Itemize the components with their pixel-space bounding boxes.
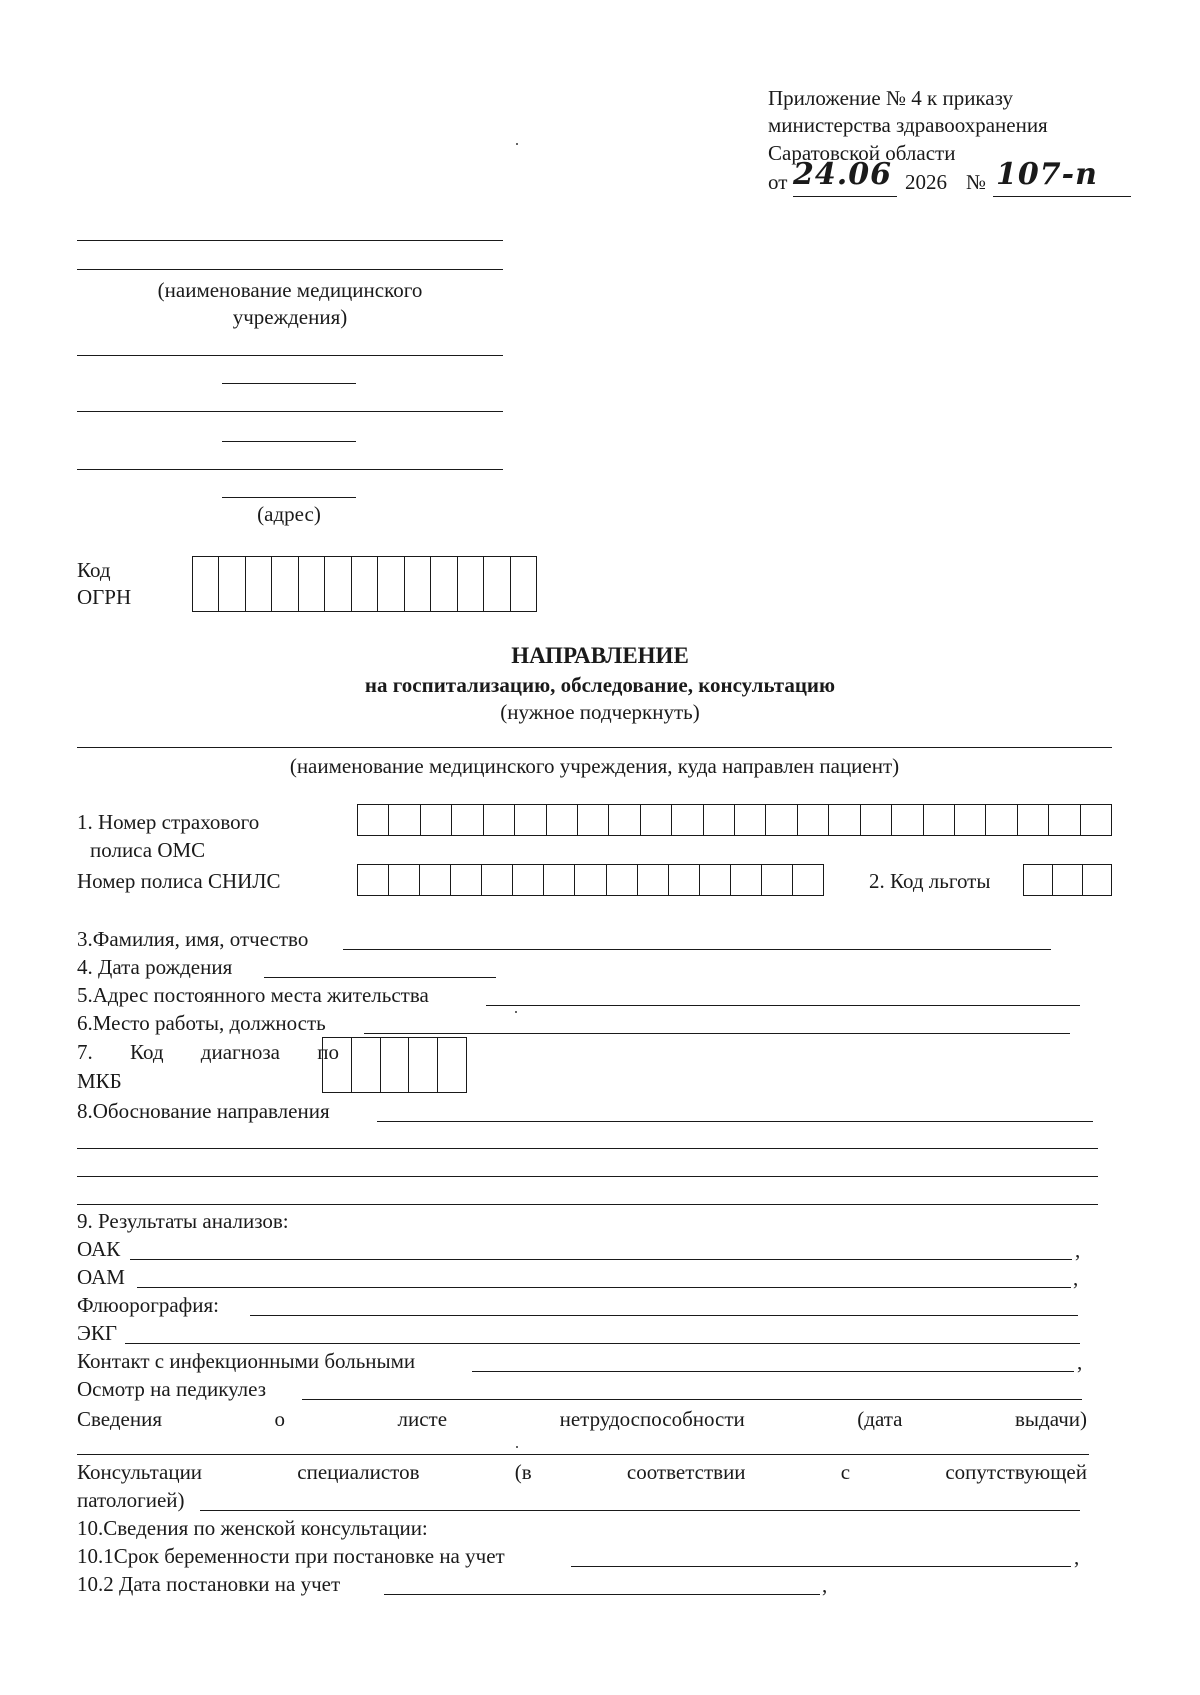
code-cell[interactable] <box>358 865 388 895</box>
address-line-3[interactable] <box>77 411 503 412</box>
code-cell[interactable] <box>703 805 734 835</box>
code-cell[interactable] <box>450 865 481 895</box>
code-cell[interactable] <box>420 805 451 835</box>
sick-leave-word: о <box>274 1407 285 1431</box>
code-cell[interactable] <box>358 805 388 835</box>
sick-leave-word: нетрудоспособности <box>559 1407 745 1431</box>
code-cell[interactable] <box>451 805 482 835</box>
registration-date-comma: , <box>822 1573 828 1597</box>
appendix-line-3: Саратовской области <box>768 141 956 165</box>
contact-label: Контакт с инфекционными больными <box>77 1349 416 1373</box>
code-cell[interactable] <box>380 1038 409 1092</box>
code-cell[interactable] <box>668 865 699 895</box>
code-cell[interactable] <box>792 865 823 895</box>
address-label: 5.Адрес постоянного места жительства <box>77 983 429 1007</box>
oms-policy-boxes[interactable] <box>357 804 1112 836</box>
address-field-line[interactable] <box>486 1005 1080 1006</box>
code-cell[interactable] <box>828 805 859 835</box>
womens-heading: 10.Сведения по женской консультации: <box>77 1516 428 1540</box>
ogrn-label-2: ОГРН <box>77 585 132 609</box>
appendix-number-line <box>993 196 1131 197</box>
code-cell[interactable] <box>351 557 377 611</box>
code-cell[interactable] <box>761 865 792 895</box>
code-cell[interactable] <box>483 805 514 835</box>
code-cell[interactable] <box>640 805 671 835</box>
lice-line[interactable] <box>302 1399 1082 1400</box>
code-cell[interactable] <box>608 805 639 835</box>
contact-comma: , <box>1077 1350 1083 1374</box>
code-cell[interactable] <box>577 805 608 835</box>
code-cell[interactable] <box>574 865 605 895</box>
code-cell[interactable] <box>457 557 483 611</box>
icd-label-word: 7. <box>77 1040 93 1064</box>
consult-word: специалистов <box>297 1460 420 1484</box>
consult-line[interactable] <box>200 1510 1080 1511</box>
code-cell[interactable] <box>1082 865 1111 895</box>
code-cell[interactable] <box>404 557 430 611</box>
sick-leave-line[interactable] <box>77 1454 1089 1455</box>
justification-line-3[interactable] <box>77 1176 1098 1177</box>
icd-code-boxes[interactable] <box>322 1037 467 1093</box>
ekg-line[interactable] <box>125 1343 1080 1344</box>
birth-date-label: 4. Дата рождения <box>77 955 233 979</box>
institution-caption-1: (наименование медицинского <box>157 278 423 302</box>
address-caption: (адрес) <box>257 502 321 526</box>
sick-leave-word: выдачи) <box>1015 1407 1087 1431</box>
code-cell[interactable] <box>323 1038 351 1092</box>
pregnancy-term-label: 10.1Срок беременности при постановке на учет <box>77 1544 505 1568</box>
oak-label: ОАК <box>77 1237 121 1261</box>
code-cell[interactable] <box>512 865 543 895</box>
oam-comma: , <box>1073 1266 1079 1290</box>
snils-boxes[interactable] <box>357 864 824 896</box>
code-cell[interactable] <box>481 865 512 895</box>
appendix-line-1: Приложение № 4 к приказу <box>768 86 1013 110</box>
code-cell[interactable] <box>298 557 324 611</box>
pregnancy-term-comma: , <box>1074 1545 1080 1569</box>
code-cell[interactable] <box>351 1038 380 1092</box>
consult-label-2: патологией) <box>77 1488 185 1512</box>
code-cell[interactable] <box>546 805 577 835</box>
consult-row <box>77 1462 1087 1483</box>
code-cell[interactable] <box>377 557 403 611</box>
appendix-date-line <box>793 196 897 197</box>
icd-label-row <box>77 1042 339 1063</box>
registration-date-label: 10.2 Дата постановки на учет <box>77 1572 341 1596</box>
icd-label-word: диагноза <box>200 1040 280 1064</box>
code-cell[interactable] <box>734 805 765 835</box>
code-cell[interactable] <box>271 557 297 611</box>
results-heading: 9. Результаты анализов: <box>77 1209 289 1233</box>
code-cell[interactable] <box>671 805 702 835</box>
code-cell[interactable] <box>637 865 668 895</box>
workplace-line[interactable] <box>364 1033 1070 1034</box>
institution-caption-2: учреждения) <box>232 305 348 329</box>
document-title: НАПРАВЛЕНИЕ <box>511 643 689 668</box>
benefit-code-label: 2. Код льготы <box>869 869 991 893</box>
fluoro-line[interactable] <box>250 1315 1078 1316</box>
document-note: (нужное подчеркнуть) <box>500 700 700 724</box>
lice-label: Осмотр на педикулез <box>77 1377 267 1401</box>
code-cell[interactable] <box>218 557 244 611</box>
sick-leave-word: Сведения <box>77 1407 162 1431</box>
icd-label-word: Код <box>129 1040 164 1064</box>
address-line-1[interactable] <box>77 355 503 356</box>
justification-line-2[interactable] <box>77 1148 1098 1149</box>
address-line-4[interactable] <box>222 441 356 442</box>
sick-leave-word: листе <box>397 1407 448 1431</box>
code-cell[interactable] <box>860 805 891 835</box>
oak-line[interactable] <box>130 1259 1072 1260</box>
scan-speck <box>516 143 518 145</box>
sick-leave-row <box>77 1409 1087 1430</box>
ogrn-label-1: Код <box>77 558 111 582</box>
code-cell[interactable] <box>437 1038 466 1092</box>
oak-comma: , <box>1075 1238 1081 1262</box>
ekg-label: ЭКГ <box>77 1321 118 1345</box>
scan-speck <box>516 1446 518 1448</box>
benefit-code-boxes[interactable] <box>1023 864 1112 896</box>
oms-label-2: полиса ОМС <box>90 838 206 862</box>
code-cell[interactable] <box>1048 805 1079 835</box>
address-line-5[interactable] <box>77 469 503 470</box>
ogrn-code-boxes[interactable] <box>192 556 537 612</box>
code-cell[interactable] <box>797 805 828 835</box>
appendix-number-handwritten: 107-п <box>996 157 1098 192</box>
destination-line[interactable] <box>77 747 1112 748</box>
appendix-number-label: № <box>966 170 987 194</box>
workplace-label: 6.Место работы, должность <box>77 1011 326 1035</box>
code-cell[interactable] <box>1017 805 1048 835</box>
code-cell[interactable] <box>193 557 218 611</box>
contact-line[interactable] <box>472 1371 1074 1372</box>
code-cell[interactable] <box>419 865 450 895</box>
appendix-line-2: министерства здравоохранения <box>768 113 1048 137</box>
appendix-from-label: от <box>768 170 788 194</box>
registration-date-line[interactable] <box>384 1594 820 1595</box>
code-cell[interactable] <box>1052 865 1081 895</box>
code-cell[interactable] <box>543 865 574 895</box>
oms-label-1: 1. Номер страхового <box>77 810 260 834</box>
code-cell[interactable] <box>483 557 509 611</box>
appendix-date-handwritten: 24.06 <box>793 157 892 192</box>
consult-word: сопутствующей <box>945 1460 1087 1484</box>
birth-date-line[interactable] <box>264 977 496 978</box>
document-subtitle: на госпитализацию, обследование, консультацию <box>364 673 836 697</box>
icd-label-2: МКБ <box>77 1069 122 1093</box>
code-cell[interactable] <box>954 805 985 835</box>
full-name-line[interactable] <box>343 949 1051 950</box>
code-cell[interactable] <box>408 1038 437 1092</box>
code-cell[interactable] <box>510 557 536 611</box>
sick-leave-word: (дата <box>857 1407 903 1431</box>
oam-label: ОАМ <box>77 1265 125 1289</box>
snils-label: Номер полиса СНИЛС <box>77 869 281 893</box>
code-cell[interactable] <box>606 865 637 895</box>
address-line-2[interactable] <box>222 383 356 384</box>
code-cell[interactable] <box>324 557 350 611</box>
consult-word: (в <box>514 1460 532 1484</box>
code-cell[interactable] <box>923 805 954 835</box>
code-cell[interactable] <box>388 865 419 895</box>
oam-line[interactable] <box>137 1287 1071 1288</box>
consult-word: соответствии <box>626 1460 746 1484</box>
code-cell[interactable] <box>765 805 796 835</box>
fluoro-label: Флюорография: <box>77 1293 219 1317</box>
full-name-label: 3.Фамилия, имя, отчество <box>77 927 309 951</box>
institution-line-1[interactable] <box>77 240 503 241</box>
consult-word: Консультации <box>77 1460 203 1484</box>
justification-line-4[interactable] <box>77 1204 1098 1205</box>
justification-line-1[interactable] <box>377 1121 1093 1122</box>
code-cell[interactable] <box>1080 805 1111 835</box>
scan-speck <box>515 1011 517 1013</box>
code-cell[interactable] <box>891 805 922 835</box>
code-cell[interactable] <box>514 805 545 835</box>
consult-word: с <box>840 1460 851 1484</box>
code-cell[interactable] <box>699 865 730 895</box>
address-line-6[interactable] <box>222 497 356 498</box>
code-cell[interactable] <box>245 557 271 611</box>
code-cell[interactable] <box>388 805 419 835</box>
code-cell[interactable] <box>730 865 761 895</box>
appendix-year: 2026 <box>905 170 947 194</box>
code-cell[interactable] <box>430 557 456 611</box>
institution-line-2[interactable] <box>77 269 503 270</box>
justification-label: 8.Обоснование направления <box>77 1099 330 1123</box>
icd-label-word: по <box>317 1040 339 1064</box>
code-cell[interactable] <box>985 805 1016 835</box>
code-cell[interactable] <box>1024 865 1052 895</box>
pregnancy-term-line[interactable] <box>571 1566 1071 1567</box>
destination-caption: (наименование медицинского учреждения, куда направлен пациент) <box>289 754 900 778</box>
